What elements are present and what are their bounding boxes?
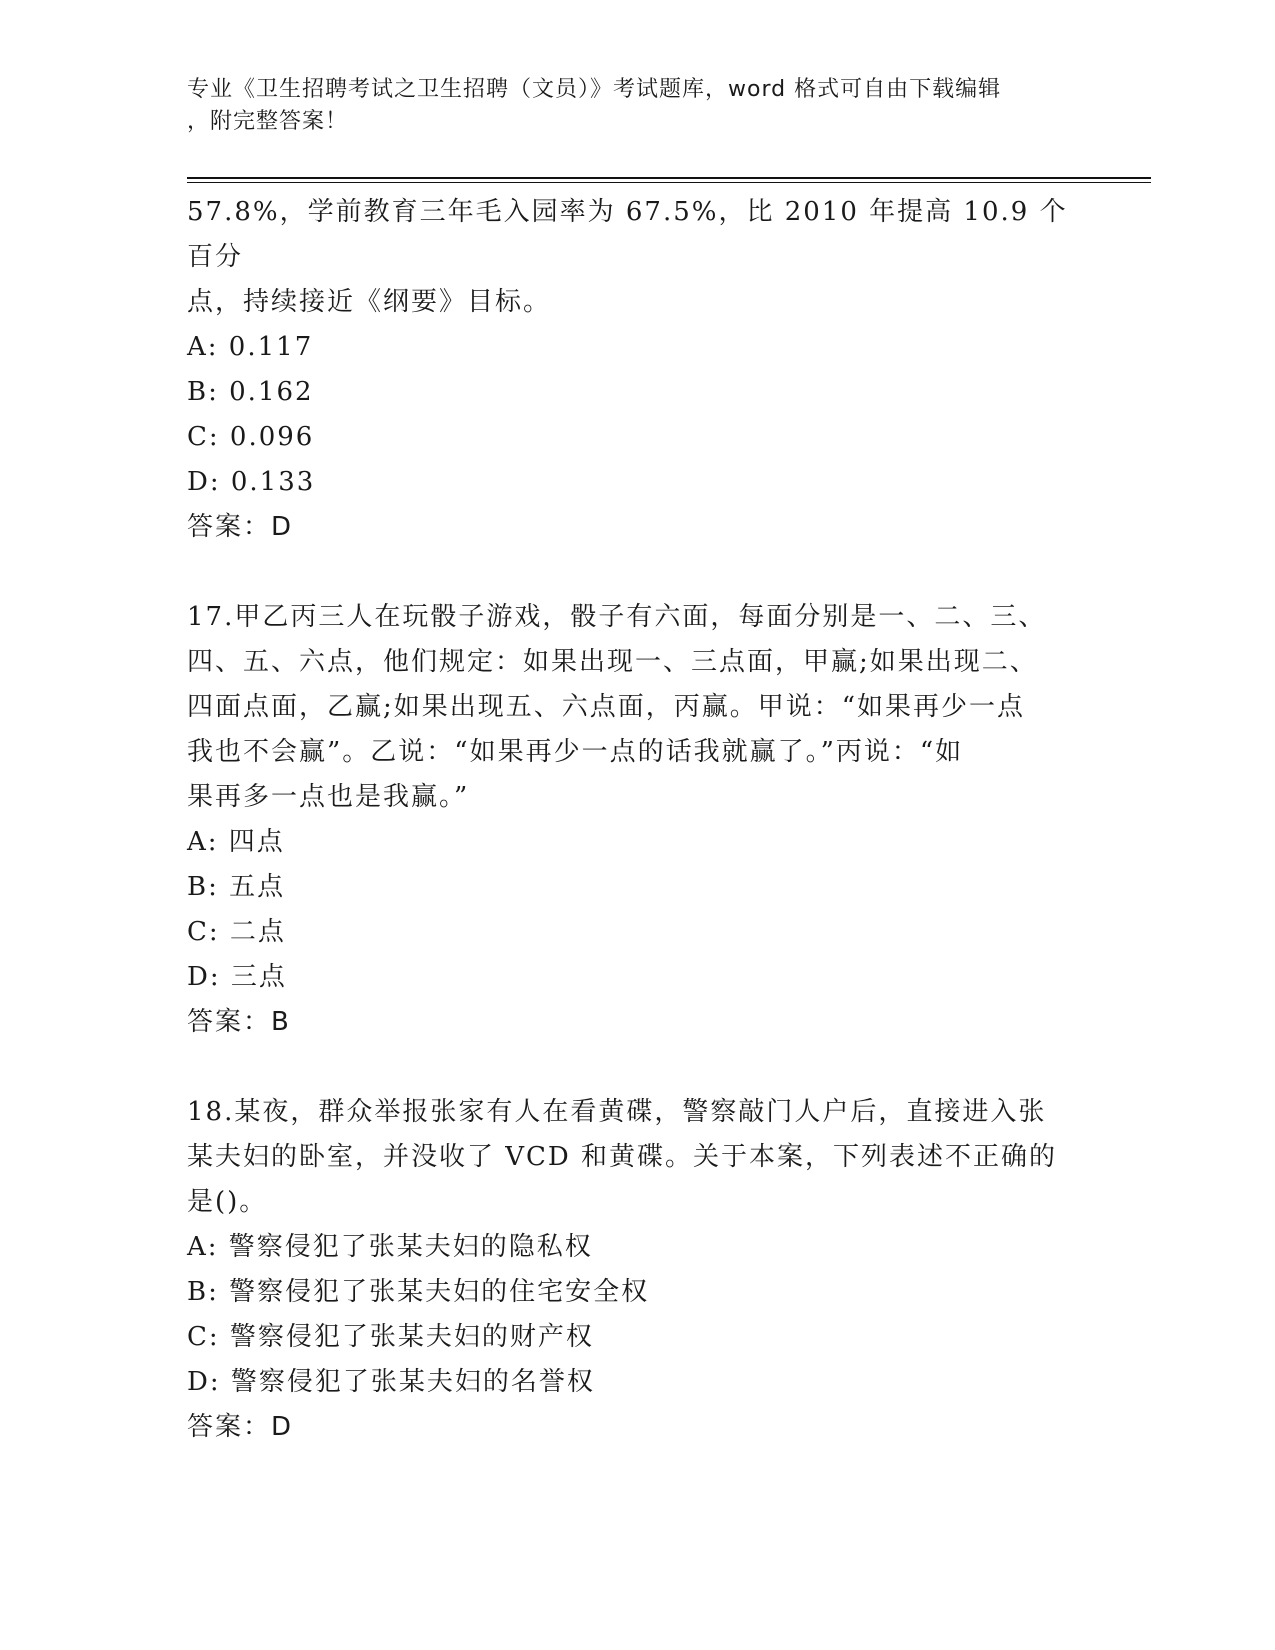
question-stem: 17.甲乙丙三人在玩骰子游戏，骰子有六面，每面分别是一、二、三、 四、五、六点，他们规定：如果出现一、三点面，甲赢;如果出现二、 四面点面，乙赢;如果出现五、六点面，丙赢。甲说：“如果再少一点 我也不会赢”。乙说：“如果再少一点的话我就赢了。”丙说：“如 果再多一点也是我赢。”: [187, 602, 1047, 812]
option-b: B: 0.162: [187, 377, 314, 407]
option-b: B: 警察侵犯了张某夫妇的住宅安全权: [187, 1277, 650, 1307]
page-header: 专业《卫生招聘考试之卫生招聘（文员）》考试题库，word 格式可自由下载编辑 ，附完整答案！: [187, 77, 1002, 134]
option-c: C: 警察侵犯了张某夫妇的财产权: [187, 1322, 594, 1352]
question-list: [187, 190, 1087, 1450]
option-a: A: 四点: [187, 827, 285, 857]
option-a: A: 0.117: [187, 332, 314, 362]
question-stem: 57.8%，学前教育三年毛入园率为 67.5%，比 2010 年提高 10.9 个百分 点，持续接近《纲要》目标。: [187, 197, 1068, 317]
option-c: C: 0.096: [187, 422, 315, 452]
answer-line: 答案：D: [187, 512, 294, 542]
option-c: C: 二点: [187, 917, 286, 947]
header-rule-thick: [187, 177, 1151, 179]
spacer: [187, 1045, 1087, 1090]
option-b: B: 五点: [187, 872, 286, 902]
header-rule-thin: [187, 182, 1151, 183]
option-d: D: 警察侵犯了张某夫妇的名誉权: [187, 1367, 595, 1397]
answer-line: 答案：D: [187, 1412, 294, 1442]
option-a: A: 警察侵犯了张某夫妇的隐私权: [187, 1232, 593, 1262]
option-d: D: 0.133: [187, 467, 316, 497]
answer-line: 答案：B: [187, 1007, 291, 1037]
question-17: [187, 595, 1087, 1045]
spacer: [187, 550, 1087, 595]
question-stem: 18.某夜，群众举报张家有人在看黄碟，警察敲门人户后，直接进入张 某夫妇的卧室，并没收了 VCD 和黄碟。关于本案，下列表述不正确的 是()。: [187, 1097, 1058, 1217]
question-18: [187, 1090, 1087, 1450]
option-d: D: 三点: [187, 962, 287, 992]
question-16: [187, 190, 1087, 550]
